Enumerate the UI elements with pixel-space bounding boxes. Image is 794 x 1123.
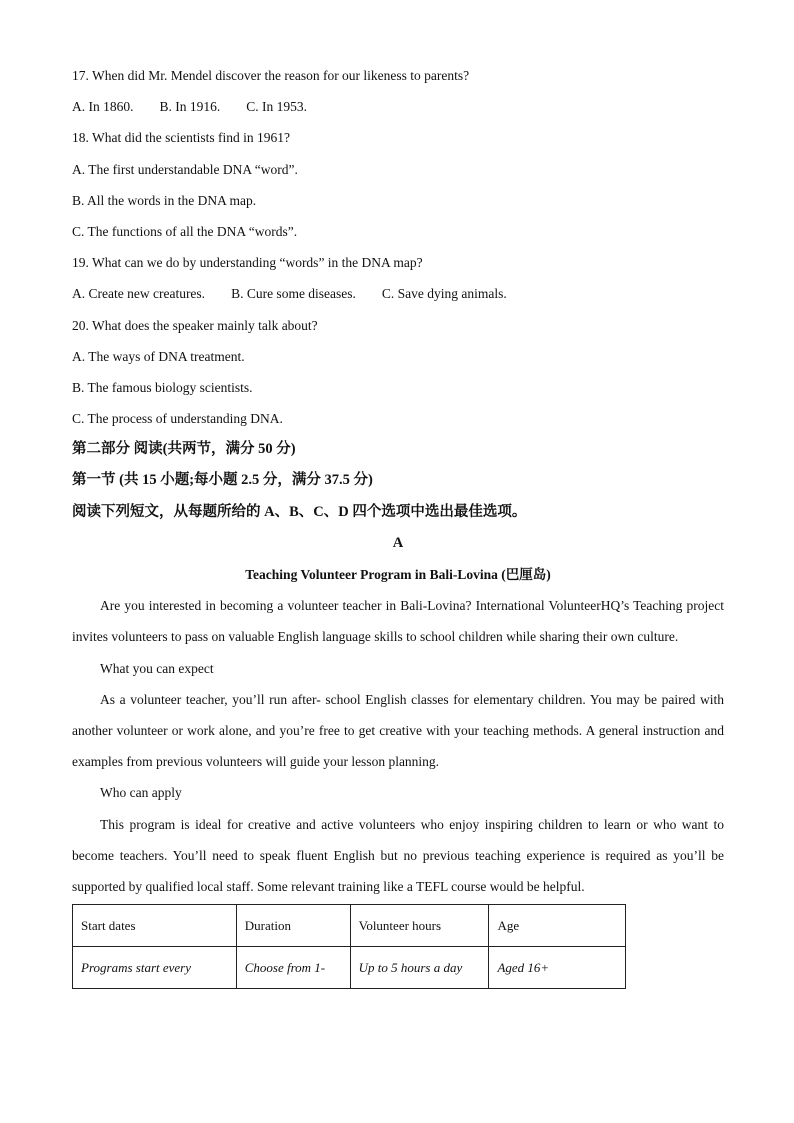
- q19-option-b: B. Cure some diseases.: [231, 286, 356, 302]
- table-row: [73, 947, 626, 989]
- q18-option-a: A. The first understandable DNA “word”.: [72, 161, 298, 177]
- section-one-title: 第一节 (共 15 小题;每小题 2.5 分，满分 37.5 分): [72, 472, 373, 489]
- passage-expect-paragraph: As a volunteer teacher, you’ll run after- school English classes for elementary children. You may be paired with another volunteer or work alone, and you’re free to get creative with your teaching methods. A general instruction and examples from previous volunteers will guide your lesson planning.: [72, 691, 724, 770]
- q19-option-c: C. Save dying animals.: [381, 286, 507, 302]
- table-cell-age: Aged 16+: [489, 947, 626, 989]
- q20-option-a: A. The ways of DNA treatment.: [72, 348, 245, 364]
- table-cell-start-dates: Programs start every: [73, 947, 237, 989]
- q18-option-b: B. All the words in the DNA map.: [72, 192, 257, 208]
- reading-instruction: 阅读下列短文，从每题所给的 A、B、C、D 四个选项中选出最佳选项。: [72, 503, 527, 520]
- question-19-options: [72, 278, 724, 309]
- passage-apply-paragraph: This program is ideal for creative and active volunteers who enjoy inspiring children to learn or who want to become teachers. You’ll need to speak fluent English but no previous teaching experience is required as you’ll be supported by qualified local staff. Some relevant training like a TEFL course would be helpful.: [72, 816, 724, 895]
- question-19-stem: 19. What can we do by understanding “words” in the DNA map?: [72, 255, 423, 271]
- passage-letter: A: [392, 534, 404, 551]
- q20-option-c: C. The process of understanding DNA.: [72, 411, 283, 427]
- heading-who-can-apply: Who can apply: [100, 785, 182, 801]
- table-cell-volunteer-hours: Up to 5 hours a day: [350, 947, 489, 989]
- passage-title: Teaching Volunteer Program in Bali-Lovina (巴厘岛): [245, 567, 551, 582]
- passage-intro: Are you interested in becoming a volunteer teacher in Bali-Lovina? International VolunteerHQ’s Teaching project invites volunteers to pass on valuable English language skills to school children while sharing their own culture.: [72, 598, 724, 645]
- question-20-stem: 20. What does the speaker mainly talk about?: [72, 317, 318, 333]
- part-two-title: 第二部分 阅读(共两节，满分 50 分): [72, 441, 296, 458]
- heading-what-you-can-expect: What you can expect: [100, 660, 214, 676]
- question-17-options: [72, 91, 724, 122]
- table-header-row: [73, 905, 626, 947]
- table-header-age: Age: [489, 905, 626, 947]
- q20-option-b: B. The famous biology scientists.: [72, 379, 253, 395]
- q18-option-c: C. The functions of all the DNA “words”.: [72, 223, 298, 239]
- q19-option-a: A. Create new creatures.: [72, 286, 206, 302]
- q17-option-c: C. In 1953.: [246, 99, 307, 115]
- table-header-duration: Duration: [236, 905, 350, 947]
- q17-option-a: A. In 1860.: [72, 99, 134, 115]
- q17-option-b: B. In 1916.: [159, 99, 221, 115]
- question-17-stem: 17. When did Mr. Mendel discover the reason for our likeness to parents?: [72, 68, 470, 83]
- question-18-stem: 18. What did the scientists find in 1961?: [72, 130, 290, 146]
- table-cell-duration: Choose from 1-: [236, 947, 350, 989]
- exam-page: [72, 60, 724, 989]
- table-header-volunteer-hours: Volunteer hours: [350, 905, 489, 947]
- program-info-table: [72, 904, 626, 989]
- table-header-start-dates: Start dates: [73, 905, 237, 947]
